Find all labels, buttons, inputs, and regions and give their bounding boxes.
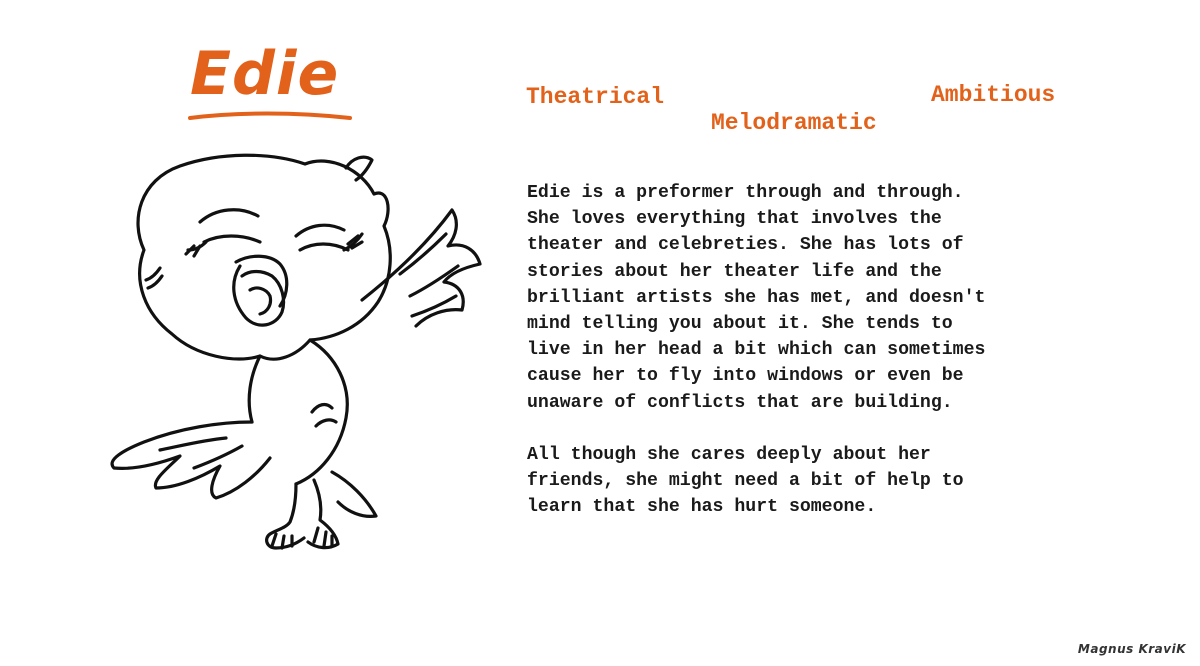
trait-melodramatic: Melodramatic: [711, 110, 877, 136]
description-paragraph-2: All though she cares deeply about her friends, she might need a bit of help to learn that she has hurt someone.: [527, 444, 964, 518]
title-underline: [186, 106, 354, 126]
bird-illustration-icon: [100, 150, 490, 560]
artist-credit: Magnus KraviK: [1077, 642, 1186, 656]
trait-ambitious: Ambitious: [931, 82, 1056, 108]
description-paragraph-1: Edie is a preformer through and through. She loves everything that involves the theater and celebreties. She has lots of stories about her theater life and the brilliant artists she has met, and doesn't mind telling you about it. She tends to live in her head a bit which can sometimes cause her to fly into windows or even be unaware of conflicts that are building.: [527, 183, 986, 413]
trait-theatrical: Theatrical: [526, 84, 665, 110]
character-description: [527, 180, 1187, 520]
character-name-title: Edie: [190, 39, 340, 109]
